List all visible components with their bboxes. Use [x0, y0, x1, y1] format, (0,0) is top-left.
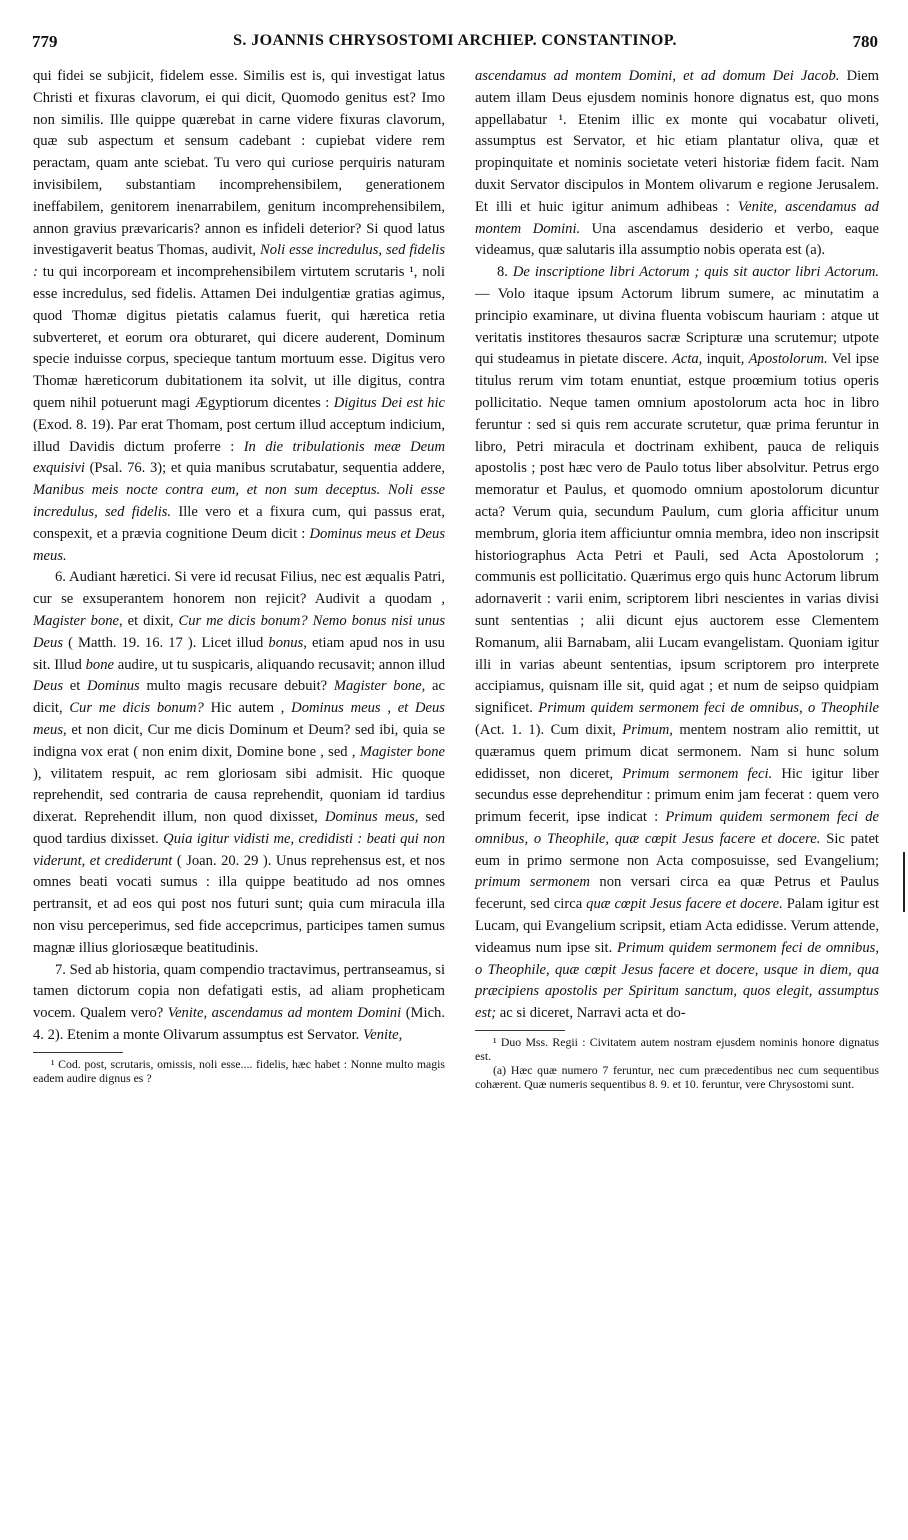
- footnote: (a) Hæc quæ numero 7 feruntur, nec cum præcedentibus nec cum sequentibus cohærent. Quæ numeris sequentibus 8. 9. et 10. feruntur, vere Chrysostomi sunt.: [475, 1063, 879, 1092]
- right-column: [475, 66, 879, 1091]
- paragraph: ascendamus ad montem Domini, et ad domum Dei Jacob. Diem autem illam Deus ejusdem nominis honore dignatus est, quo mons appellabatur ¹. Etenim illic ex monte qui vocabatur oliveti, assumptus est Servator, et hic etiam plantatur oliva, quæ et propinquitate et nominis societate veteri historiæ fidem facit. Nam duxit Servator discipulos in Montem olivarum e regione Jerusalem. Et illi et huic igitur animum adhibeas : Venite, ascendamus ad montem Domini. Una ascendamus desiderio et verbo, eaque videamus, quæ salutaris illa assumptio nobis operata est (a).: [475, 68, 879, 259]
- footnote-rule: [33, 1052, 123, 1053]
- paragraph: 8. De inscriptione libri Actorum ; quis sit auctor libri Actorum. — Volo itaque ipsum Actorum librum sumere, ac minutatim a principio examinare, ut divina fluenta vobiscum hauriam : atque ut veritatis institores thesauros sacræ Scripturæ una scrutemur; utpote qui studeamus in pietate discere. Acta, inquit, Apostolorum. Vel ipse titulus rerum vim totam enuntiat, estque proœmium totius operis pollicitatio. Neque tamen omnium apostolorum acta hoc in libro feruntur : sed si quis rem accurate scrutetur, quæ prima feruntur in libro, Petri miracula et doctrinam exhibent, pauca de reliquis apostolis ; post hæc vero de Paulo totus liber absolvitur. Petrus ergo memoratur et Paulus, et quomodo omnium apostolorum dicuntur acta? Verum quia, secundum Paulum, cum gloria afficitur unum membrum, gloria item afficiuntur omnia membra, ideo non inscripsit historiographus Acta Petri et Pauli, sed Acta Apostolorum ; communis est pollicitatio. Quærimus ergo quis hunc Actorum librum adornaverit : varii enim, scriptorem libri nescientes in varias divisi sunt sententias ; alii dicunt ejus auctorem esse Clementem Romanum, alii Barnabam, alii Lucam evangelistam. Quoniam igitur illi in varias abeunt sententias, ipsum scriptorem pro interprete accipiamus, quisnam ille sit, quid agat ; et num de seipso quidpiam significet. Primum quidem sermonem feci de omnibus, o Theophile (Act. 1. 1). Cum dixit, Primum, mentem nostram alio remittit, ut quæramus quem primum dicat sermonem. Nam si hunc solum edidisset, non diceret, Primum sermonem feci. Hic igitur liber secundus esse deprehenditur : primum enim jam fecerat : quem vero primum fecerit, ipse indicat : Primum quidem sermonem feci de omnibus, o Theophile, quæ cœpit Jesus facere et docere. Sic patet eum in primo sermone non Acta composuisse, sed Evangelium; primum sermonem non versari circa ea quæ Petrus et Paulus fecerunt, sed circa quæ cœpit Jesus facere et docere. Palam igitur est Lucam, qui Evangelium scripsit, etiam Acta edidisse. Verum attende, videamus num ipse sit. Primum quidem sermonem feci de omnibus, o Theophile, quæ cœpit Jesus facere et docere, usque in diem, qua præcipiens apostolis per Spiritum sanctum, quos elegit, assumptus est; ac si diceret, Narravi acta et do-: [475, 264, 880, 1022]
- footnote-rule: [475, 1030, 565, 1031]
- margin-mark: [903, 852, 905, 912]
- footnotes: [33, 1057, 445, 1085]
- left-column: [33, 66, 445, 1085]
- page-header: [30, 32, 880, 56]
- running-title: S. JOANNIS CHRYSOSTOMI ARCHIEP. CONSTANTINOP.: [233, 32, 677, 49]
- footnote: ¹ Cod. post, scrutaris, omissis, noli esse.... fidelis, hæc habet : Nonne multo magis eadem audire dignus es ?: [33, 1056, 445, 1085]
- paragraph: qui fidei se subjicit, fidelem esse. Similis est is, qui investigat latus Christi et fixuras clavorum, ei qui dicit, Quomodo genitus est? Imo non similis. Ille quippe quærebat in carne videre fixuras clavorum, quæ sub aspectum et sensum cadebant : cupiebat videre rem peractam, quam ante sciebat. Tu vero qui curiose perquiris naturam invisibilem, substantiam incomprehensibilem, generationem ineffabilem, genitorem inenarrabilem, genitum incomprehensibilem, annon gravius prævaricaris? annon es infideli deterior? Si quod latus investigaverit beatus Thomas, audivit, Noli esse incredulus, sed fidelis : tu qui incorpoream et incomprehensibilem virtutem scrutaris ¹, noli esse incredulus, sed fidelis. Attamen Dei indulgentiæ gratias agimus, quod Thomæ digitus pietatis calamus fuerit, qui hæretica retia subverteret, et eorum ora obturaret, qui dicere auderent, Dominum specie induisse corpus, specieque tantum mortuum esse. Digitus vero Thomæ hæreticorum dubitationem ita solvit, ut ille digitus, contra quem nihil potuerunt magi Ægyptiorum dicentes : Digitus Dei est hic (Exod. 8. 19). Par erat Thomam, post certum illud acceptum indicium, illud Davidis dictum proferre : In die tribulationis meæ Deum exquisivi (Psal. 76. 3); et quia manibus scrutabatur, sequentia addere, Manibus meis nocte contra eum, et non sum deceptus. Noli esse incredulus, sed fidelis. Ille vero et a fixura cum, qui passus erat, conspexit, et a prævia cognitione Deum dicit : Dominus meus et Deus meus.: [33, 68, 446, 564]
- paragraph: 6. Audiant hæretici. Si vere id recusat Filius, nec est æqualis Patri, cur se exsuperantem honorem non rejicit? Audivit a quodam , Magister bone, et dixit, Cur me dicis bonum? Nemo bonus nisi unus Deus ( Matth. 19. 16. 17 ). Licet illud bonus, etiam apud nos in usu sit. Illud bone audire, ut tu suspicaris, aliquando recusavit; annon illud Deus et Dominus multo magis recusare debuit? Magister bone, ac dicit, Cur me dicis bonum? Hic autem , Dominus meus , et Deus meus, et non dicit, Cur me dicis Dominum et Deum? sed ibi, quia se indigna vox erat ( non enim dixit, Domine bone , sed , Magister bone ), vilitatem respuit, ac rem gloriosam sibi admisit. Hic quoque reprehendit, sed contraria de causa reprehendit, quoniam id tardius dixerat. Reprehendit illum, non quod dixisset, Dominus meus, sed quod tardius dixisset. Quia igitur vidisti me, credidisti : beati qui non viderunt, et crediderunt ( Joan. 20. 29 ). Unus reprehensus est, et nos omnes beati vocati sumus : illa quippe beatitudo ad nos omnes pertransit, et ad eos qui post nos futuri sunt; quia cum miracula illa non visu perceperimus, sed fide accepcrimus, participes tamen sumus magnæ illius gloriosæque beatitudinis.: [33, 569, 446, 956]
- footnotes: [475, 1035, 879, 1091]
- footnote: ¹ Duo Mss. Regii : Civitatem autem nostram ejusdem nominis honore dignatus est.: [475, 1035, 879, 1064]
- page-number-left: 779: [32, 32, 58, 51]
- page-number-right: 780: [852, 32, 878, 51]
- paragraph: 7. Sed ab historia, quam compendio tractavimus, pertranseamus, si tamen dictorum copia non defatigati estis, ad aliam propheticam vocem. Qualem vero? Venite, ascendamus ad montem Domini (Mich. 4. 2). Etenim a monte Olivarum assumptus est Servator. Venite,: [33, 961, 446, 1044]
